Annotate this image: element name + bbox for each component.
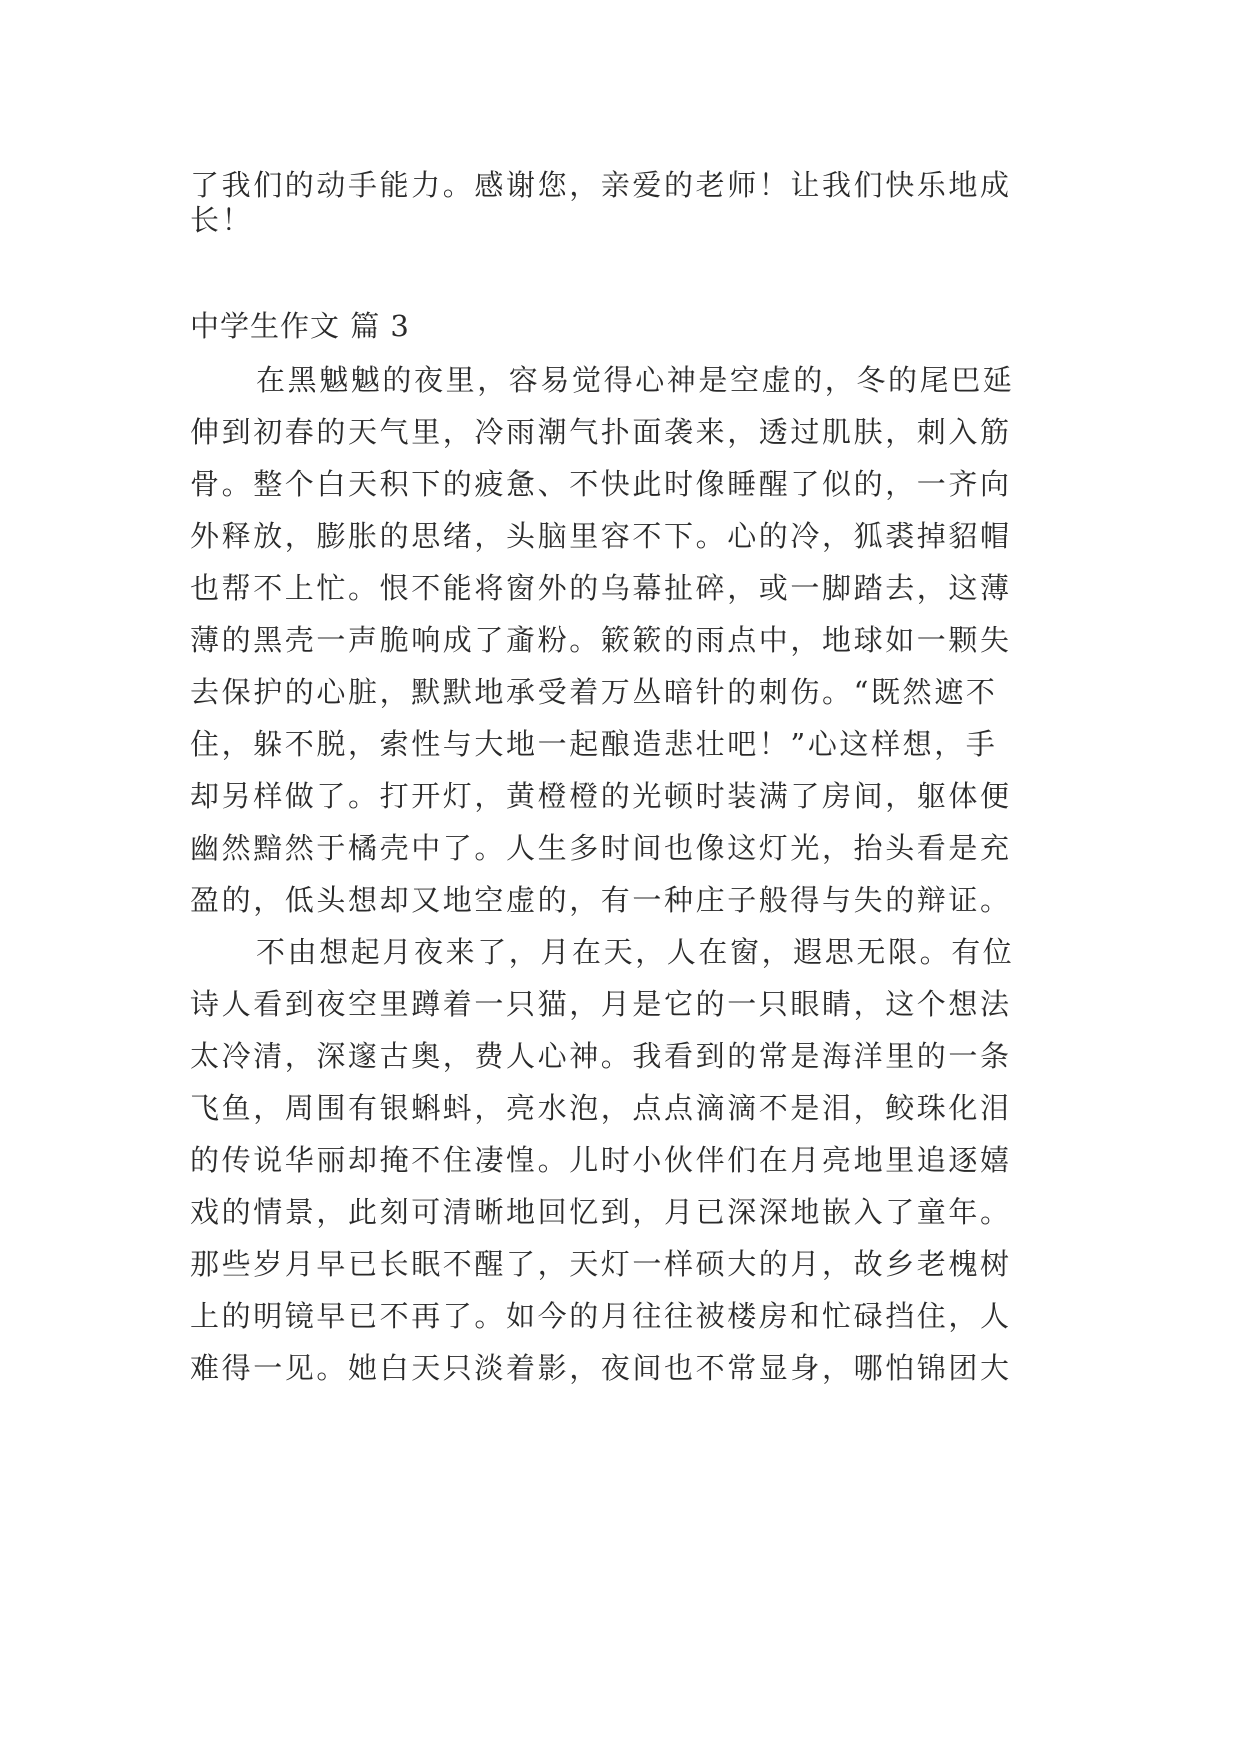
paragraph-line: 那些岁月早已长眠不醒了，天灯一样硕大的月，故乡老槐树	[190, 1247, 1012, 1281]
paragraph-line: 伸到初春的天气里，冷雨潮气扑面袭来，透过肌肤，刺入筋	[190, 415, 1012, 449]
text-line: 长！	[190, 203, 254, 237]
paragraph-line: 薄的黑壳一声脆响成了齑粉。簌簌的雨点中，地球如一颗失	[190, 623, 1012, 657]
paragraph-line: 戏的情景，此刻可清晰地回忆到，月已深深地嵌入了童年。	[190, 1195, 1012, 1229]
paragraph-line: 难得一见。她白天只淡着影，夜间也不常显身，哪怕锦团大	[190, 1351, 1012, 1385]
paragraph-line: 盈的，低头想却又地空虚的，有一种庄子般得与失的辩证。	[190, 883, 1012, 917]
paragraph-line: 也帮不上忙。恨不能将窗外的乌幕扯碎，或一脚踏去，这薄	[190, 571, 1012, 605]
paragraph-line: 飞鱼，周围有银蝌蚪，亮水泡，点点滴滴不是泪，鲛珠化泪	[190, 1091, 1012, 1125]
paragraph-line: 诗人看到夜空里蹲着一只猫，月是它的一只眼睛，这个想法	[190, 987, 1012, 1021]
paragraph-line: 上的明镜早已不再了。如今的月往往被楼房和忙碌挡住，人	[190, 1299, 1012, 1333]
paragraph-line: 骨。整个白天积下的疲惫、不快此时像睡醒了似的，一齐向	[190, 467, 1012, 501]
paragraph-line: 外释放，膨胀的思绪，头脑里容不下。心的冷，狐裘掉貂帽	[190, 519, 1012, 553]
paragraph-line: 的传说华丽却掩不住凄惶。儿时小伙伴们在月亮地里追逐嬉	[190, 1143, 1012, 1177]
text-line: 了我们的动手能力。感谢您，亲爱的老师！让我们快乐地成	[190, 168, 1012, 202]
paragraph-line: 去保护的心脏，默默地承受着万丛暗针的刺伤。“既然遮不	[190, 675, 998, 709]
paragraph-line: 在黑魆魆的夜里，容易觉得心神是空虚的，冬的尾巴延	[256, 363, 1015, 397]
paragraph-line: 幽然黯然于橘壳中了。人生多时间也像这灯光，抬头看是充	[190, 831, 1012, 865]
paragraph-line: 不由想起月夜来了，月在天，人在窗，遐思无限。有位	[256, 935, 1015, 969]
paragraph-line: 太冷清，深邃古奥，费人心神。我看到的常是海洋里的一条	[190, 1039, 1012, 1073]
section-heading: 中学生作文 篇 3	[190, 309, 410, 343]
paragraph-line: 却另样做了。打开灯，黄橙橙的光顿时装满了房间，躯体便	[190, 779, 1012, 813]
paragraph-line: 住，躲不脱，索性与大地一起酿造悲壮吧！”心这样想，手	[190, 727, 998, 761]
